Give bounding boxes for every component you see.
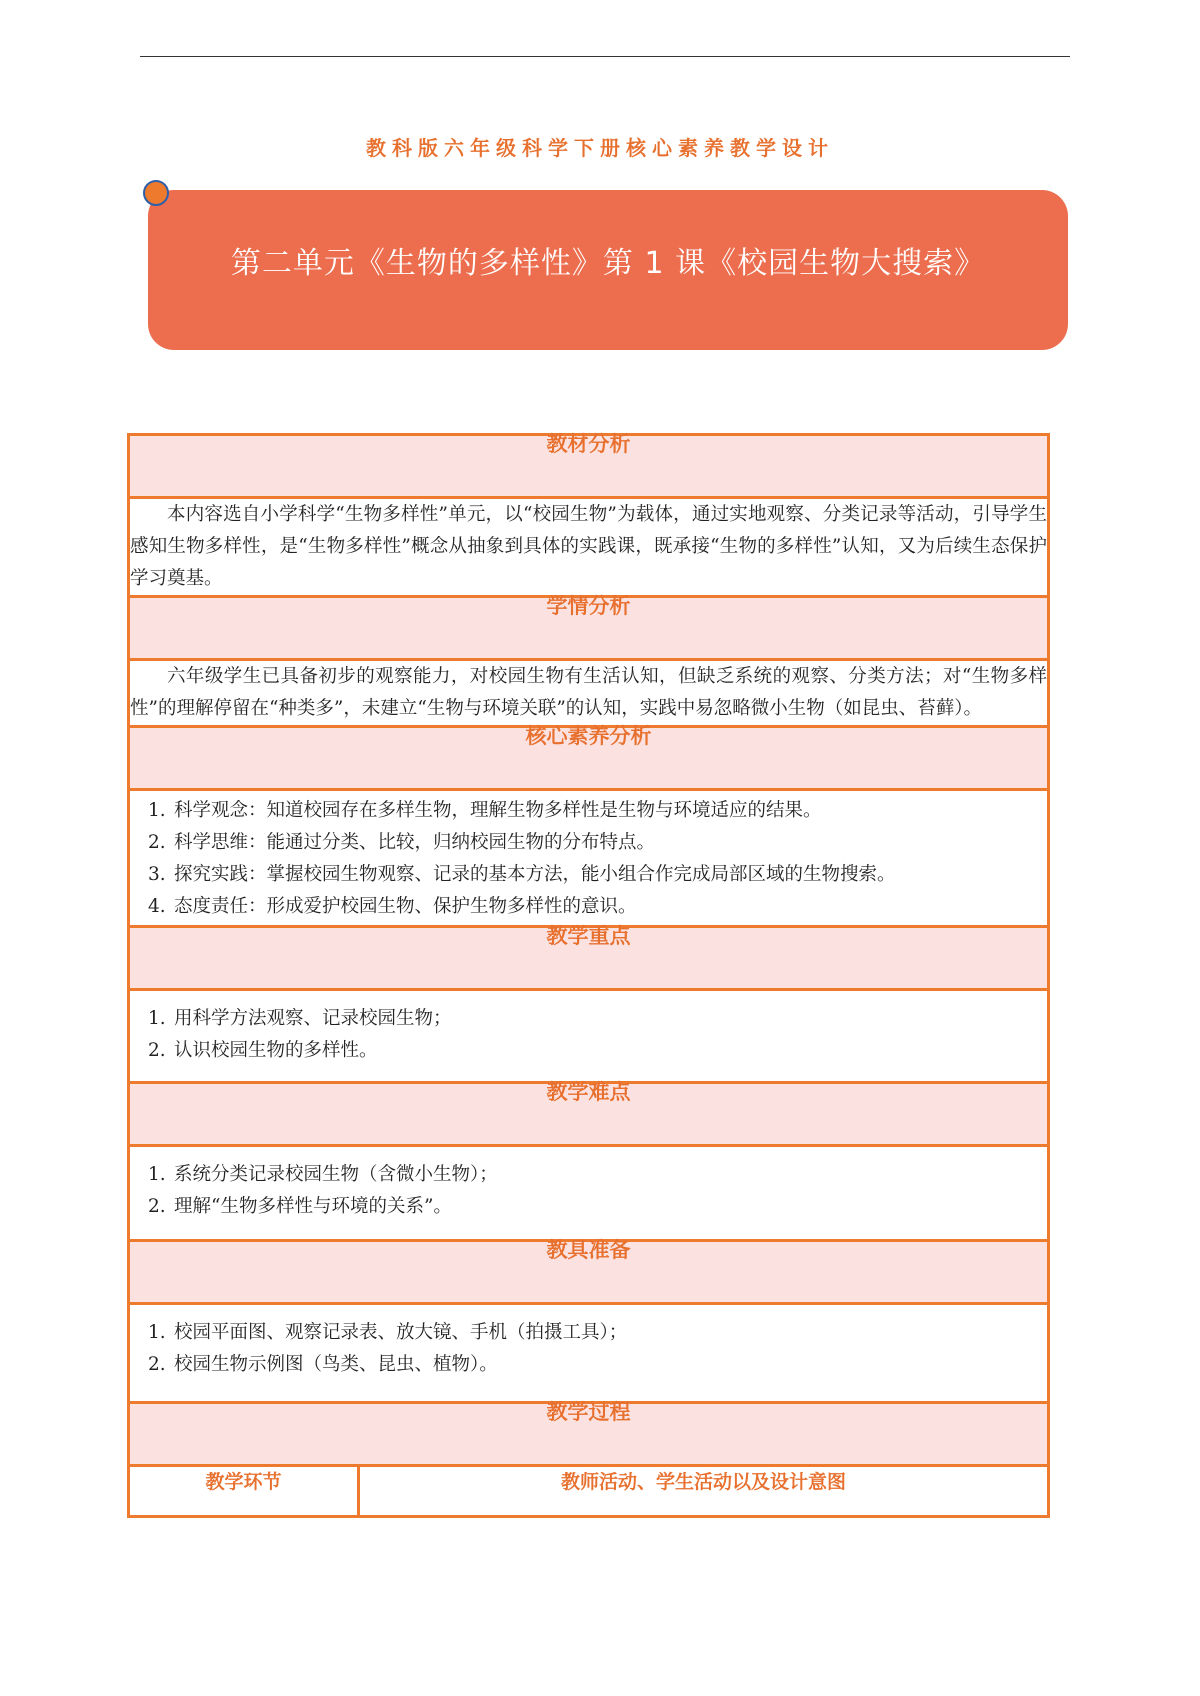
material-analysis-text: 本内容选自小学科学“生物多样性”单元，以“校园生物”为载体，通过实地观察、分类记录等活动，引导学生感知生物多样性，是“生物多样性”概念从抽象到具体的实践课，既承接“生物的多样性”认知，又为后续生态保护学习奠基。	[130, 504, 1047, 589]
section-header-material: 教材分析	[129, 435, 1049, 498]
list-item: 1. 用科学方法观察、记录校园生物；	[148, 1008, 452, 1029]
literacy-list	[130, 795, 1047, 923]
list-item: 2. 科学思维：能通过分类、比较，归纳校园生物的分布特点。	[148, 832, 656, 853]
section-header-literacy: 核心素养分析	[129, 727, 1049, 790]
key-points-list	[130, 1003, 1047, 1067]
list-item: 1. 系统分类记录校园生物（含微小生物）；	[148, 1164, 498, 1185]
list-item: 4. 态度责任：形成爱护校园生物、保护生物多样性的意识。	[148, 896, 637, 917]
list-item: 2. 理解“生物多样性与环境的关系”。	[148, 1196, 452, 1217]
top-rule	[140, 56, 1070, 57]
section-header-students: 学情分析	[129, 597, 1049, 660]
section-header-preparation: 教具准备	[129, 1241, 1049, 1304]
decorative-dot-icon	[143, 180, 169, 206]
student-analysis-text: 六年级学生已具备初步的观察能力，对校园生物有生活认知，但缺乏系统的观察、分类方法；对“生物多样性”的理解停留在“种类多”，未建立“生物与环境关联”的认知，实践中易忽略微小生物（如昆虫、苔藓）。	[130, 666, 1047, 719]
preparation-list	[130, 1317, 1047, 1381]
section-body-material	[129, 498, 1049, 597]
column-header-stage: 教学环节	[129, 1466, 359, 1517]
list-item: 2. 校园生物示例图（鸟类、昆虫、植物）。	[148, 1354, 498, 1375]
list-item: 2. 认识校园生物的多样性。	[148, 1040, 378, 1061]
section-body-key-points	[129, 990, 1049, 1083]
section-body-literacy	[129, 790, 1049, 927]
list-item: 1. 校园平面图、观察记录表、放大镜、手机（拍摄工具）；	[148, 1322, 628, 1343]
series-title: 教科版六年级科学下册核心素养教学设计	[366, 136, 834, 160]
list-item: 3. 探究实践：掌握校园生物观察、记录的基本方法，能小组合作完成局部区域的生物搜索。	[148, 864, 896, 885]
lesson-title-banner	[148, 190, 1068, 350]
lesson-title: 第二单元《生物的多样性》第 1 课《校园生物大搜索》	[230, 246, 986, 281]
section-body-preparation	[129, 1304, 1049, 1403]
section-header-difficulties: 教学难点	[129, 1083, 1049, 1146]
section-body-difficulties	[129, 1146, 1049, 1241]
column-header-activities: 教师活动、学生活动以及设计意图	[359, 1466, 1049, 1517]
section-header-key-points: 教学重点	[129, 927, 1049, 990]
difficulties-list	[130, 1159, 1047, 1223]
list-item: 1. 科学观念：知道校园存在多样生物，理解生物多样性是生物与环境适应的结果。	[148, 800, 822, 821]
section-body-students	[129, 660, 1049, 727]
section-header-process: 教学过程	[129, 1403, 1049, 1466]
lesson-plan-table	[127, 433, 1050, 1518]
